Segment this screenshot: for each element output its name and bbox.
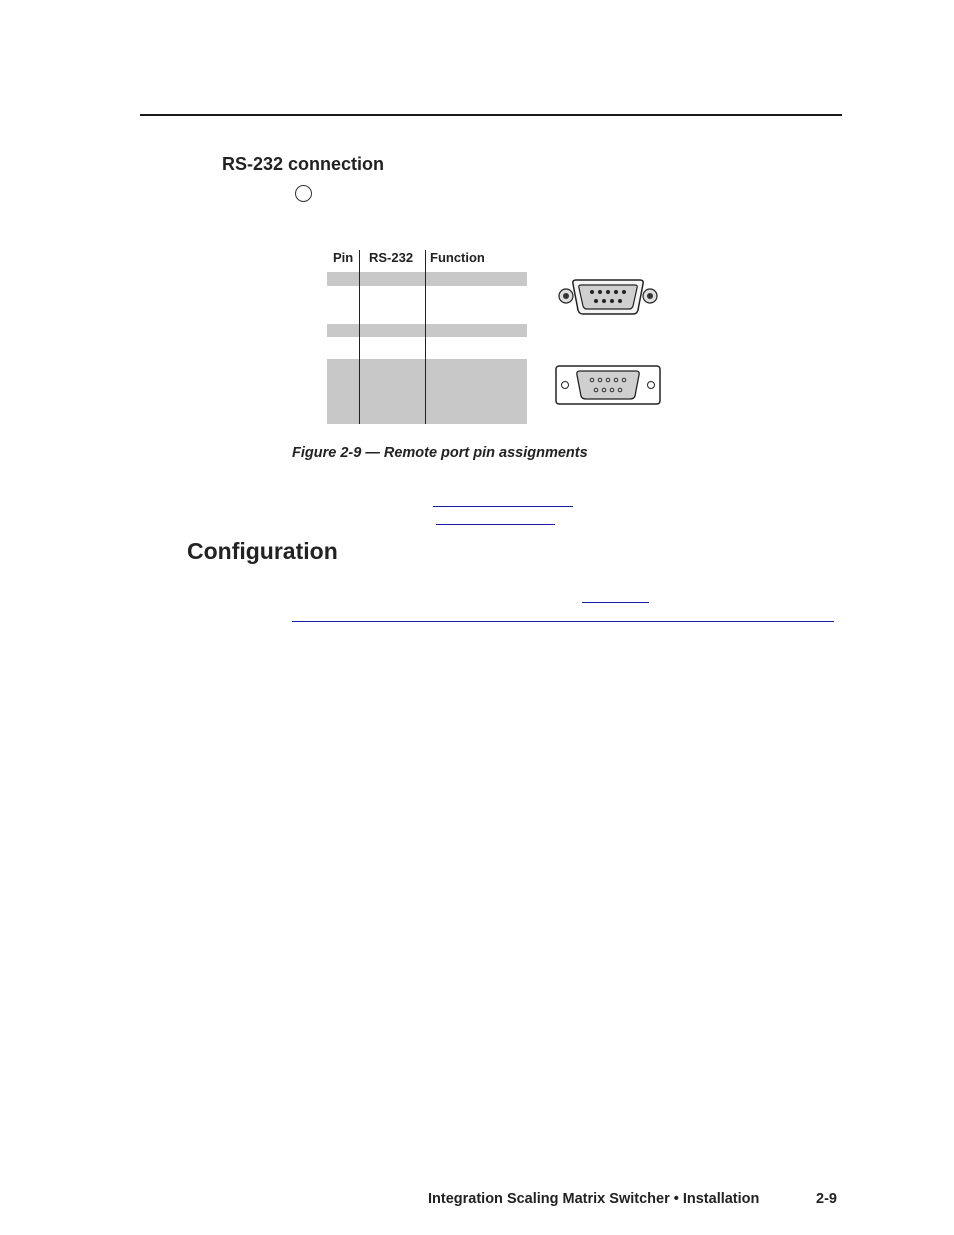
header-rule [140, 114, 842, 116]
column-divider [359, 250, 360, 424]
col-header-rs232: RS-232 [369, 250, 414, 265]
link-underline[interactable] [436, 524, 555, 525]
footer-title: Integration Scaling Matrix Switcher • Installation [428, 1191, 760, 1207]
configuration-heading: Configuration [187, 538, 338, 564]
col-header-function: Function [430, 250, 485, 265]
table-row [327, 324, 527, 337]
section-rule [292, 621, 834, 622]
section-heading: RS-232 connection [222, 154, 385, 174]
figure-caption: Figure 2-9 — Remote port pin assignments [292, 445, 588, 461]
link-underline[interactable] [582, 602, 649, 603]
male-db9-connector-icon [554, 364, 662, 406]
table-row [327, 359, 527, 424]
page-number: 2-9 [816, 1191, 837, 1207]
column-divider [425, 250, 426, 424]
col-header-pin: Pin [333, 250, 354, 265]
table-row [327, 272, 527, 286]
callout-marker [295, 185, 312, 202]
female-db9-connector-icon [554, 274, 662, 318]
link-underline[interactable] [433, 506, 573, 507]
pin-assignment-table [327, 248, 527, 424]
